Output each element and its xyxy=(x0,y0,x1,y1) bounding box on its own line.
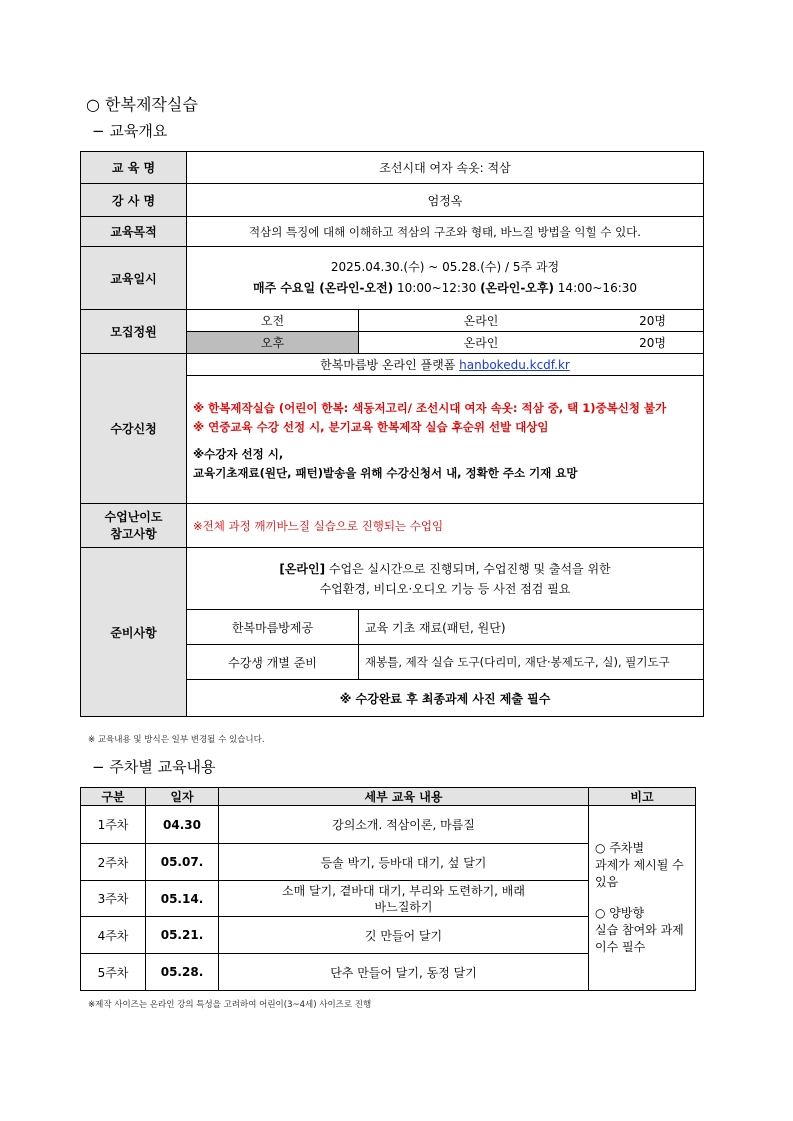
prep-online xyxy=(187,548,704,610)
week-cell: 4주차 xyxy=(81,917,146,954)
weekly-header-content: 세부 교육 내용 xyxy=(219,788,589,806)
weekly-remark xyxy=(589,806,696,991)
schedule-am-time: 10:00~12:30 xyxy=(393,281,481,295)
capacity-label: 모집정원 xyxy=(81,310,187,354)
capacity-row-pm xyxy=(359,332,704,354)
week-cell: 3주차 xyxy=(81,881,146,917)
prep-who-self: 수강생 개별 준비 xyxy=(187,645,359,680)
remark-line-6: 이수 필수 xyxy=(595,940,646,954)
week-cell: 2주차 xyxy=(81,844,146,881)
difficulty-label-line1: 수업난이도 xyxy=(104,509,163,524)
difficulty-label-line2: 참고사항 xyxy=(110,526,157,541)
date-cell: 04.30 xyxy=(146,806,219,844)
prep-label: 준비사항 xyxy=(81,548,187,717)
prep-final: ※ 수강완료 후 최종과제 사진 제출 필수 xyxy=(187,680,704,717)
capacity-row-am xyxy=(359,310,704,332)
apply-note-selection: ※수강자 선정 시, xyxy=(193,446,284,461)
capacity-count-pm: 20명 xyxy=(639,336,666,350)
difficulty-label xyxy=(81,504,187,548)
capacity-count-am: 20명 xyxy=(639,314,666,328)
date-cell: 05.07. xyxy=(146,844,219,881)
date-cell: 05.28. xyxy=(146,954,219,991)
prep-online-line1 xyxy=(193,559,697,579)
prep-online-tag: [온라인] xyxy=(279,561,326,576)
week-cell: 1주차 xyxy=(81,806,146,844)
apply-note-priority: ※ 연중교육 수강 선정 시, 분기교육 한복제작 실습 후순위 선발 대상임 xyxy=(193,419,549,434)
week-cell: 5주차 xyxy=(81,954,146,991)
remark-line-1: ○ 주차별 xyxy=(595,841,645,855)
remark-line-2: 과제가 제시될 수 xyxy=(595,858,684,872)
capacity-session-am: 오전 xyxy=(187,310,359,332)
schedule xyxy=(187,247,704,310)
weekly-footnote: ※제작 사이즈는 온라인 강의 특성을 고려하여 어린이(3~4세) 사이즈로 진행 xyxy=(88,1000,372,1010)
platform-link[interactable]: hanbokedu.kcdf.kr xyxy=(459,358,570,372)
goal-label: 교육목적 xyxy=(81,217,187,247)
apply-notes xyxy=(187,376,704,504)
apply-note-duplicate: ※ 한복제작실습 (어린이 한복: 색동저고리/ 조선시대 여자 속옷: 적삼 중, 택 1)중복신청 불가 xyxy=(193,400,667,415)
table-row xyxy=(81,806,696,844)
weekly-header-week: 구분 xyxy=(81,788,146,806)
platform xyxy=(187,354,704,376)
apply-note-address: 교육기초재료(원단, 패턴)발송을 위해 수강신청서 내, 정확한 주소 기재 요망 xyxy=(193,465,578,480)
remark-line-4: ○ 양방향 xyxy=(595,906,645,920)
prep-who-provided: 한복마름방제공 xyxy=(187,610,359,645)
capacity-mode-pm: 온라인 xyxy=(463,336,499,350)
platform-text: 한복마름방 온라인 플랫폼 xyxy=(320,358,456,372)
content-cell: 강의소개. 적삼이론, 마름질 xyxy=(219,806,589,844)
weekly-header-remark: 비고 xyxy=(589,788,696,806)
capacity-mode-am: 온라인 xyxy=(463,314,499,328)
content-cell: 단추 만들어 달기, 동정 달기 xyxy=(219,954,589,991)
schedule-dates: 2025.04.30.(수) ~ 05.28.(수) / 5주 과정 xyxy=(330,260,560,274)
overview-footnote: ※ 교육내용 및 방식은 일부 변경될 수 있습니다. xyxy=(88,735,265,745)
schedule-am-label: 매주 수요일 (온라인-오전) xyxy=(252,281,394,295)
instructor: 엄정옥 xyxy=(187,184,704,217)
date-cell: 05.21. xyxy=(146,917,219,954)
prep-online-line2: 수업환경, 비디오·오디오 기능 등 사전 점검 필요 xyxy=(319,581,571,596)
course-name-label: 교 육 명 xyxy=(81,152,187,184)
goal: 적삼의 특징에 대해 이해하고 적삼의 구조와 형태, 바느질 방법을 익힐 수 있다. xyxy=(187,217,704,247)
content-line-2: 바느질하기 xyxy=(374,899,433,914)
prep-what-self: 재봉틀, 제작 실습 도구(다리미, 재단·봉제도구, 실), 필기도구 xyxy=(359,645,704,680)
weekly-header-date: 일자 xyxy=(146,788,219,806)
schedule-pm-label: (온라인-오후) xyxy=(480,281,554,295)
date-cell: 05.14. xyxy=(146,881,219,917)
overview-subtitle: − 교육개요 xyxy=(92,122,168,140)
instructor-label: 강 사 명 xyxy=(81,184,187,217)
difficulty-text: ※전체 과정 깨끼바느질 실습으로 진행되는 수업임 xyxy=(187,504,704,548)
content-line-1: 소매 달기, 곁바대 대기, 부리와 도련하기, 배래 xyxy=(282,883,525,898)
content-cell: 깃 만들어 달기 xyxy=(219,917,589,954)
weekly-subtitle: − 주차별 교육내용 xyxy=(92,758,216,776)
remark-line-3: 있음 xyxy=(595,875,619,889)
apply-label: 수강신청 xyxy=(81,354,187,504)
content-cell xyxy=(219,881,589,917)
remark-line-5: 실습 참여와 과제 xyxy=(595,923,684,937)
schedule-times xyxy=(193,278,697,299)
schedule-label: 교육일시 xyxy=(81,247,187,310)
section-title: ○ 한복제작실습 xyxy=(86,95,198,114)
course-name: 조선시대 여자 속옷: 적삼 xyxy=(187,152,704,184)
weekly-table xyxy=(80,787,696,991)
schedule-pm-time: 14:00~16:30 xyxy=(553,281,638,295)
content-cell: 등솔 박기, 등바대 대기, 섶 달기 xyxy=(219,844,589,881)
overview-table xyxy=(80,151,704,717)
prep-online-text: 수업은 실시간으로 진행되며, 수업진행 및 출석을 위한 xyxy=(325,561,611,576)
prep-what-provided: 교육 기초 재료(패턴, 원단) xyxy=(359,610,704,645)
capacity-session-pm: 오후 xyxy=(187,332,359,354)
